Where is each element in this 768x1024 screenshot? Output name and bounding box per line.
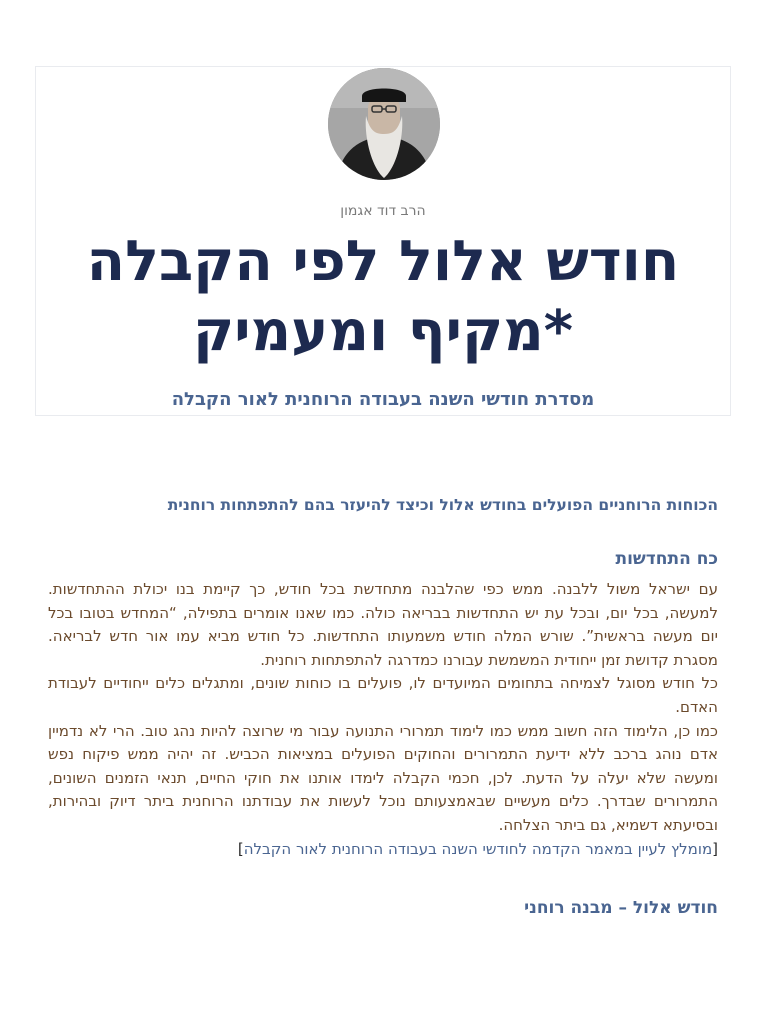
page-title	[36, 227, 730, 367]
note-bracket-close: ]	[237, 839, 244, 858]
article-header	[35, 66, 731, 416]
article-body	[48, 492, 718, 921]
page-title-line-2: *מקיף ומעמיק	[192, 299, 574, 364]
article-lead: הכוחות הרוחניים הפועלים בחודש אלול וכיצד להיעזר בהם להתפתחות רוחנית	[167, 496, 718, 514]
section-renewal-text	[48, 578, 718, 838]
paragraph: עם ישראל משול ללבנה. ממש כפי שהלבנה מתחדשת בכל חודש, כך קיימת בנו יכולת ההתחדשות. למעשה, בכל יום, ובכל עת יש התחדשות בבריאה כולה. כמו שאנו אומרים בתפילה, “המחדש בטובו בכל יום מעשה בראשית”. שורש המלה חודש משמעותו התחדשות. כל חודש מביא עמו אור חדש לבריאה. מסגרת קדושת זמן ייחודית המשמשת עבורנו כמדרגה להתפתחות רוחנית.	[48, 580, 718, 669]
paragraph: כמו כן, הלימוד הזה חשוב ממש כמו לימוד תמרורי התנועה עבור מי שרוצה להיות נהג טוב. הרי לא נדמיין אדם נוהג ברכב ללא ידיעת התמרורים והחוקים הפועלים במציאות הכביש. זה יהיה ממש פיקוח נפש ומעשה שלא יעלה על הדעת. לכן, חכמי הקבלה לימדו אותנו את חוקי החיים, תנאי הזמנים השונים, התמרורים שבדרך. כלים מעשיים שבאמצעותם נוכל לעשות את עבודתנו הרוחנית ביתר דיוק ובהירות, ובסיעתא דשמיא, גם ביתר הצלחה.	[48, 721, 718, 834]
section-title-elul-structure: חודש אלול – מבנה רוחני	[524, 898, 718, 919]
page-title-line-1: חודש אלול לפי הקבלה	[86, 229, 680, 294]
series-subtitle: מסדרת חודשי השנה בעבודה הרוחנית לאור הקבלה	[171, 389, 595, 410]
section-title-renewal: כח התחדשות	[615, 549, 718, 569]
recommended-article-link[interactable]: מומלץ לעיין במאמר הקדמה לחודשי השנה בעבודה הרוחנית לאור הקבלה	[243, 839, 713, 858]
note-bracket-open: [	[712, 839, 718, 858]
author-name: הרב דוד אגמון	[340, 203, 426, 219]
recommended-reading-note	[48, 838, 718, 862]
author-avatar	[328, 68, 440, 180]
rabbi-portrait-icon	[328, 68, 440, 180]
paragraph: כל חודש מסוגל לצמיחה בתחומים המיועדים לו, פועלים בו כוחות שונים, ומתגלים כלים ייחודיים לעבודת האדם.	[48, 674, 718, 716]
